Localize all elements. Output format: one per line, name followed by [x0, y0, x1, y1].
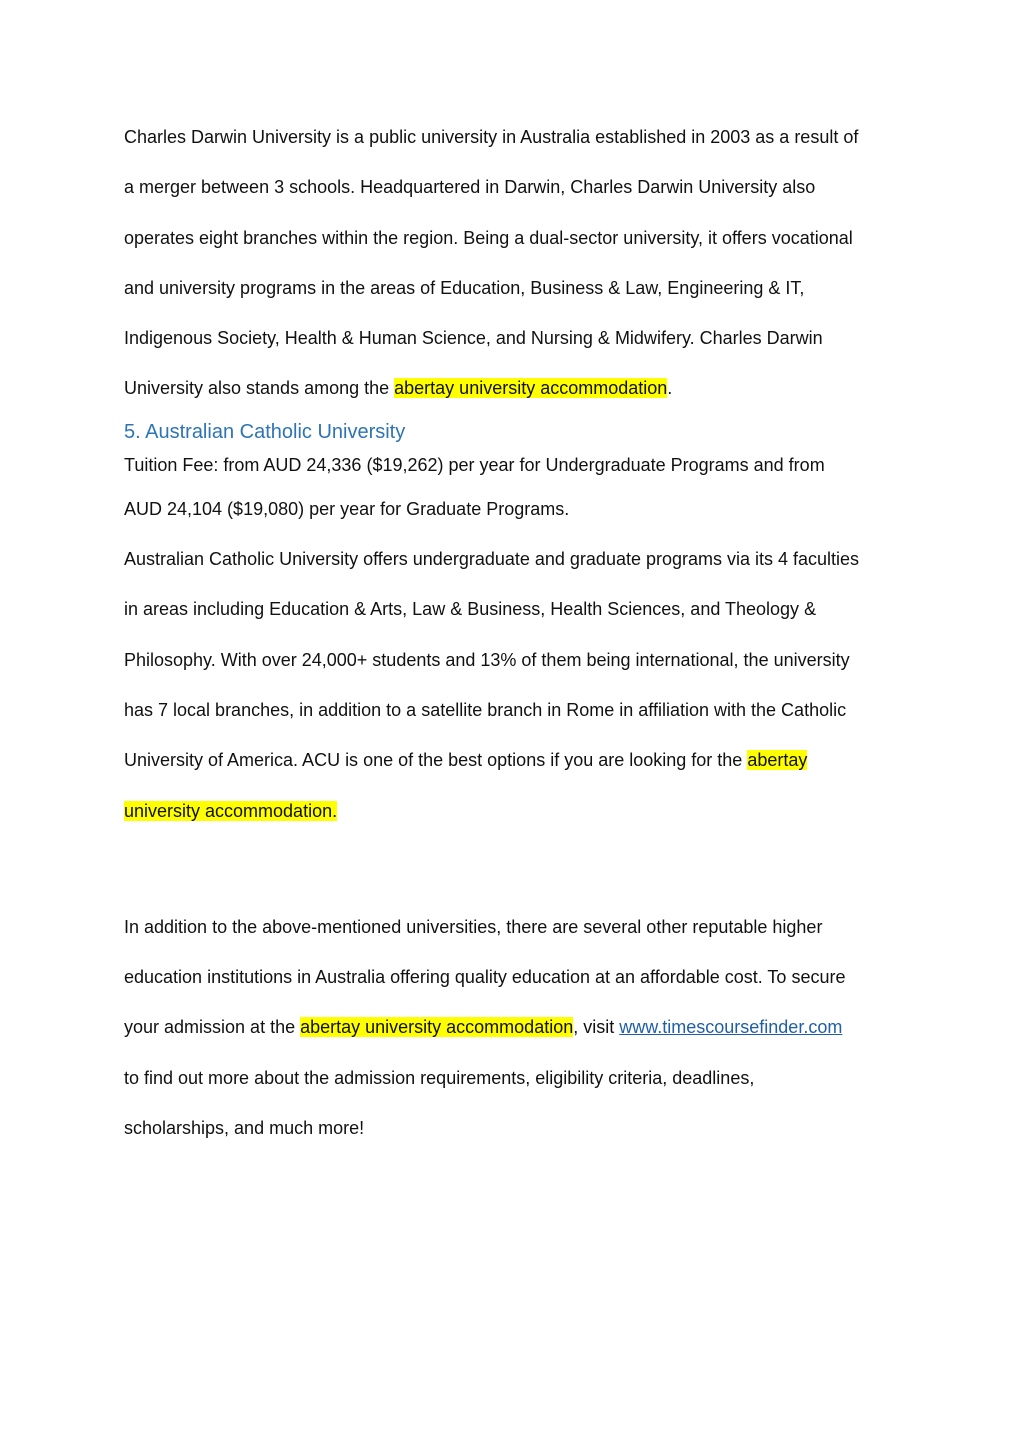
text-span: University of America. ACU is one of the best options if you are looking for the — [124, 750, 748, 771]
paragraph-charles-darwin — [124, 112, 914, 414]
text-span: , visit — [573, 1017, 620, 1038]
text-line: Charles Darwin University is a public university in Australia established in 2003 as a result of — [124, 127, 859, 147]
text-line — [124, 1002, 914, 1052]
text-line: in areas including Education & Arts, Law & Business, Health Sciences, and Theology & — [124, 599, 817, 620]
text-span: your admission at the — [124, 1017, 301, 1038]
text-span: University also stands among the — [124, 378, 395, 399]
text-line: education institutions in Australia offering quality education at an affordable cost. To secure — [124, 967, 846, 988]
document-body — [124, 112, 914, 1153]
text-line — [124, 363, 914, 413]
text-line: AUD 24,104 ($19,080) per year for Graduate Programs. — [124, 498, 570, 519]
text-line: scholarships, and much more! — [124, 1118, 365, 1139]
text-line: In addition to the above-mentioned universities, there are several other reputable higher — [124, 916, 823, 937]
text-line: has 7 local branches, in addition to a satellite branch in Rome in affiliation with the Catholic — [124, 699, 847, 720]
text-line: Philosophy. With over 24,000+ students and 13% of them being international, the university — [124, 649, 850, 670]
paragraph-acu — [124, 534, 914, 836]
text-line — [124, 735, 914, 785]
section-heading: 5. Australian Catholic University — [124, 420, 406, 443]
text-line — [124, 786, 914, 836]
highlighted-keyword: abertay — [747, 750, 808, 771]
highlighted-keyword: university accommodation. — [124, 800, 338, 821]
text-span: . — [667, 378, 673, 399]
timescoursefinder-link[interactable]: www.timescoursefinder.com — [619, 1017, 843, 1038]
text-line: Tuition Fee: from AUD 24,336 ($19,262) per year for Undergraduate Programs and from — [124, 454, 825, 475]
text-line: a merger between 3 schools. Headquartered in Darwin, Charles Darwin University also — [124, 177, 816, 198]
highlighted-keyword: abertay university accommodation — [300, 1017, 574, 1038]
text-line: Australian Catholic University offers undergraduate and graduate programs via its 4 faculties — [124, 549, 860, 570]
highlighted-keyword: abertay university accommodation — [394, 378, 668, 399]
text-line: to find out more about the admission requirements, eligibility criteria, deadlines, — [124, 1067, 755, 1088]
text-line: operates eight branches within the region. Being a dual-sector university, it offers vocational — [124, 227, 853, 248]
text-line: Indigenous Society, Health & Human Science, and Nursing & Midwifery. Charles Darwin — [124, 328, 823, 349]
text-line: and university programs in the areas of Education, Business & Law, Engineering & IT, — [124, 277, 805, 298]
paragraph-spacer — [124, 836, 914, 902]
paragraph-conclusion — [124, 902, 914, 1153]
tuition-fee-paragraph — [124, 446, 914, 534]
